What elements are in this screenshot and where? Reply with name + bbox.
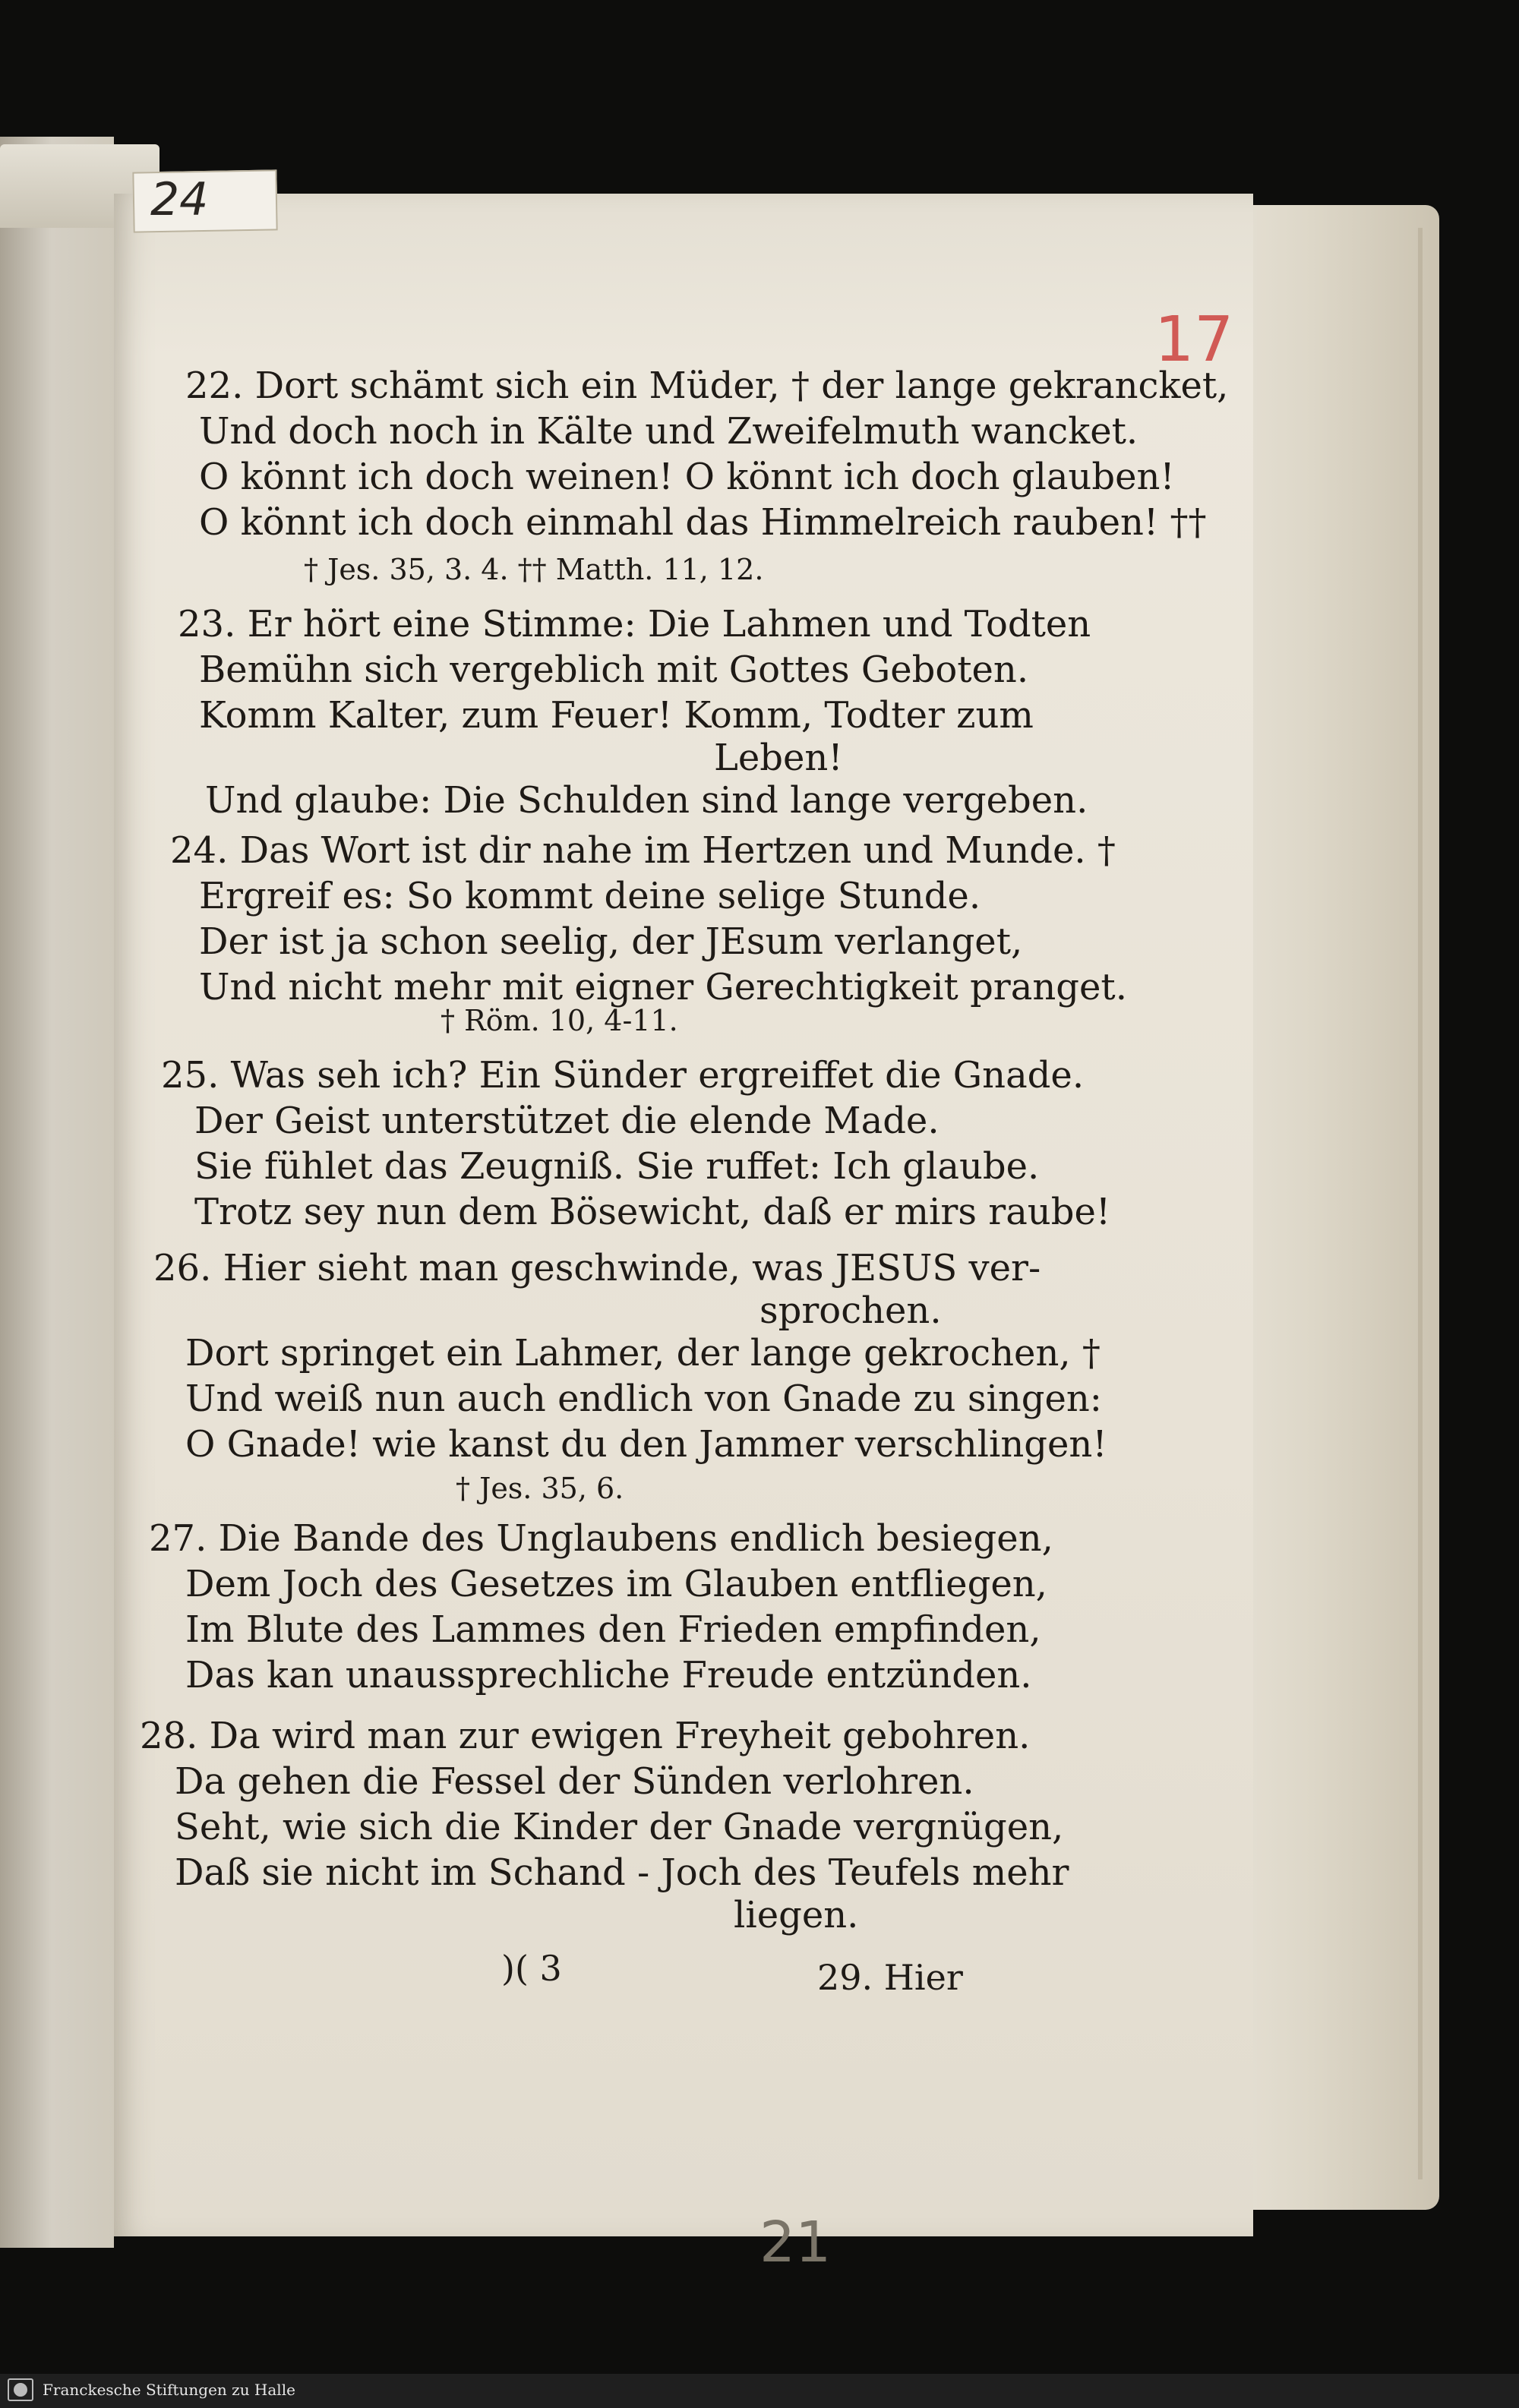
- footer-bar: [0, 2374, 1519, 2408]
- text-line: Der Geist unterstützet die elende Made.: [194, 1100, 940, 1142]
- text-line: liegen.: [734, 1894, 859, 1936]
- scripture-reference: † Röm. 10, 4-11.: [441, 1004, 678, 1037]
- text-line: 27. Die Bande des Unglaubens endlich besiegen,: [149, 1517, 1053, 1560]
- franckesche-stiftungen-logo-icon: [8, 2378, 33, 2401]
- pencil-page-number: 21: [760, 2210, 832, 2275]
- text-line: Und doch noch in Kälte und Zweifelmuth wancket.: [199, 410, 1138, 453]
- text-line: O könnt ich doch weinen! O könnt ich doch glauben!: [199, 456, 1175, 498]
- catchword: 29. Hier: [817, 1957, 963, 1998]
- text-line: Und weiß nun auch endlich von Gnade zu singen:: [185, 1378, 1102, 1420]
- text-line: Das kan unaussprechliche Freude entzünden.: [185, 1654, 1032, 1696]
- text-line: Komm Kalter, zum Feuer! Komm, Todter zum: [199, 694, 1034, 737]
- text-line: O könnt ich doch einmahl das Himmelreich rauben! ††: [199, 501, 1207, 544]
- red-page-number: 17: [1154, 304, 1234, 376]
- text-line: 25. Was seh ich? Ein Sünder ergreiffet die Gnade.: [161, 1054, 1085, 1097]
- text-line: Sie fühlet das Zeugniß. Sie ruffet: Ich glaube.: [194, 1145, 1040, 1188]
- text-line: Dem Joch des Gesetzes im Glauben entfliegen,: [185, 1563, 1047, 1605]
- text-line: 26. Hier sieht man geschwinde, was JESUS ver-: [153, 1247, 1041, 1289]
- text-line: Im Blute des Lammes den Frieden empfinden,: [185, 1608, 1041, 1651]
- text-line: Ergreif es: So kommt deine selige Stunde.: [199, 875, 981, 917]
- text-line: 28. Da wird man zur ewigen Freyheit gebohren.: [140, 1715, 1031, 1757]
- text-line: Bemühn sich vergeblich mit Gottes Geboten.: [199, 649, 1029, 691]
- facing-page-edge: [0, 137, 114, 2248]
- text-line: Da gehen die Fessel der Sünden verlohren.: [175, 1760, 974, 1803]
- text-line: sprochen.: [760, 1289, 942, 1332]
- text-line: Daß sie nicht im Schand - Joch des Teufels mehr: [175, 1851, 1069, 1894]
- text-line: Und nicht mehr mit eigner Gerechtigkeit pranget.: [199, 966, 1127, 1008]
- scripture-reference: † Jes. 35, 6.: [456, 1472, 624, 1505]
- text-line: Der ist ja schon seelig, der JEsum verlanget,: [199, 920, 1023, 963]
- text-line: Seht, wie sich die Kinder der Gnade vergnügen,: [175, 1806, 1064, 1848]
- text-line: Trotz sey nun dem Bösewicht, daß er mirs raube!: [194, 1191, 1111, 1233]
- signature-mark: )( 3: [501, 1948, 562, 1989]
- scripture-reference: † Jes. 35, 3. 4. †† Matth. 11, 12.: [304, 553, 764, 586]
- text-line: Und glaube: Die Schulden sind lange vergeben.: [205, 779, 1088, 822]
- institution-name: Franckesche Stiftungen zu Halle: [43, 2381, 295, 2399]
- text-line: 23. Er hört eine Stimme: Die Lahmen und Todten: [178, 603, 1091, 645]
- text-line: 24. Das Wort ist dir nahe im Hertzen und Munde. †: [170, 829, 1116, 872]
- text-line: O Gnade! wie kanst du den Jammer verschlingen!: [185, 1423, 1107, 1466]
- folio-number: 24: [150, 173, 209, 226]
- text-line: Dort springet ein Lahmer, der lange gekrochen, †: [185, 1332, 1101, 1374]
- text-line: Leben!: [714, 737, 843, 779]
- text-line: 22. Dort schämt sich ein Müder, † der lange gekrancket,: [185, 365, 1229, 407]
